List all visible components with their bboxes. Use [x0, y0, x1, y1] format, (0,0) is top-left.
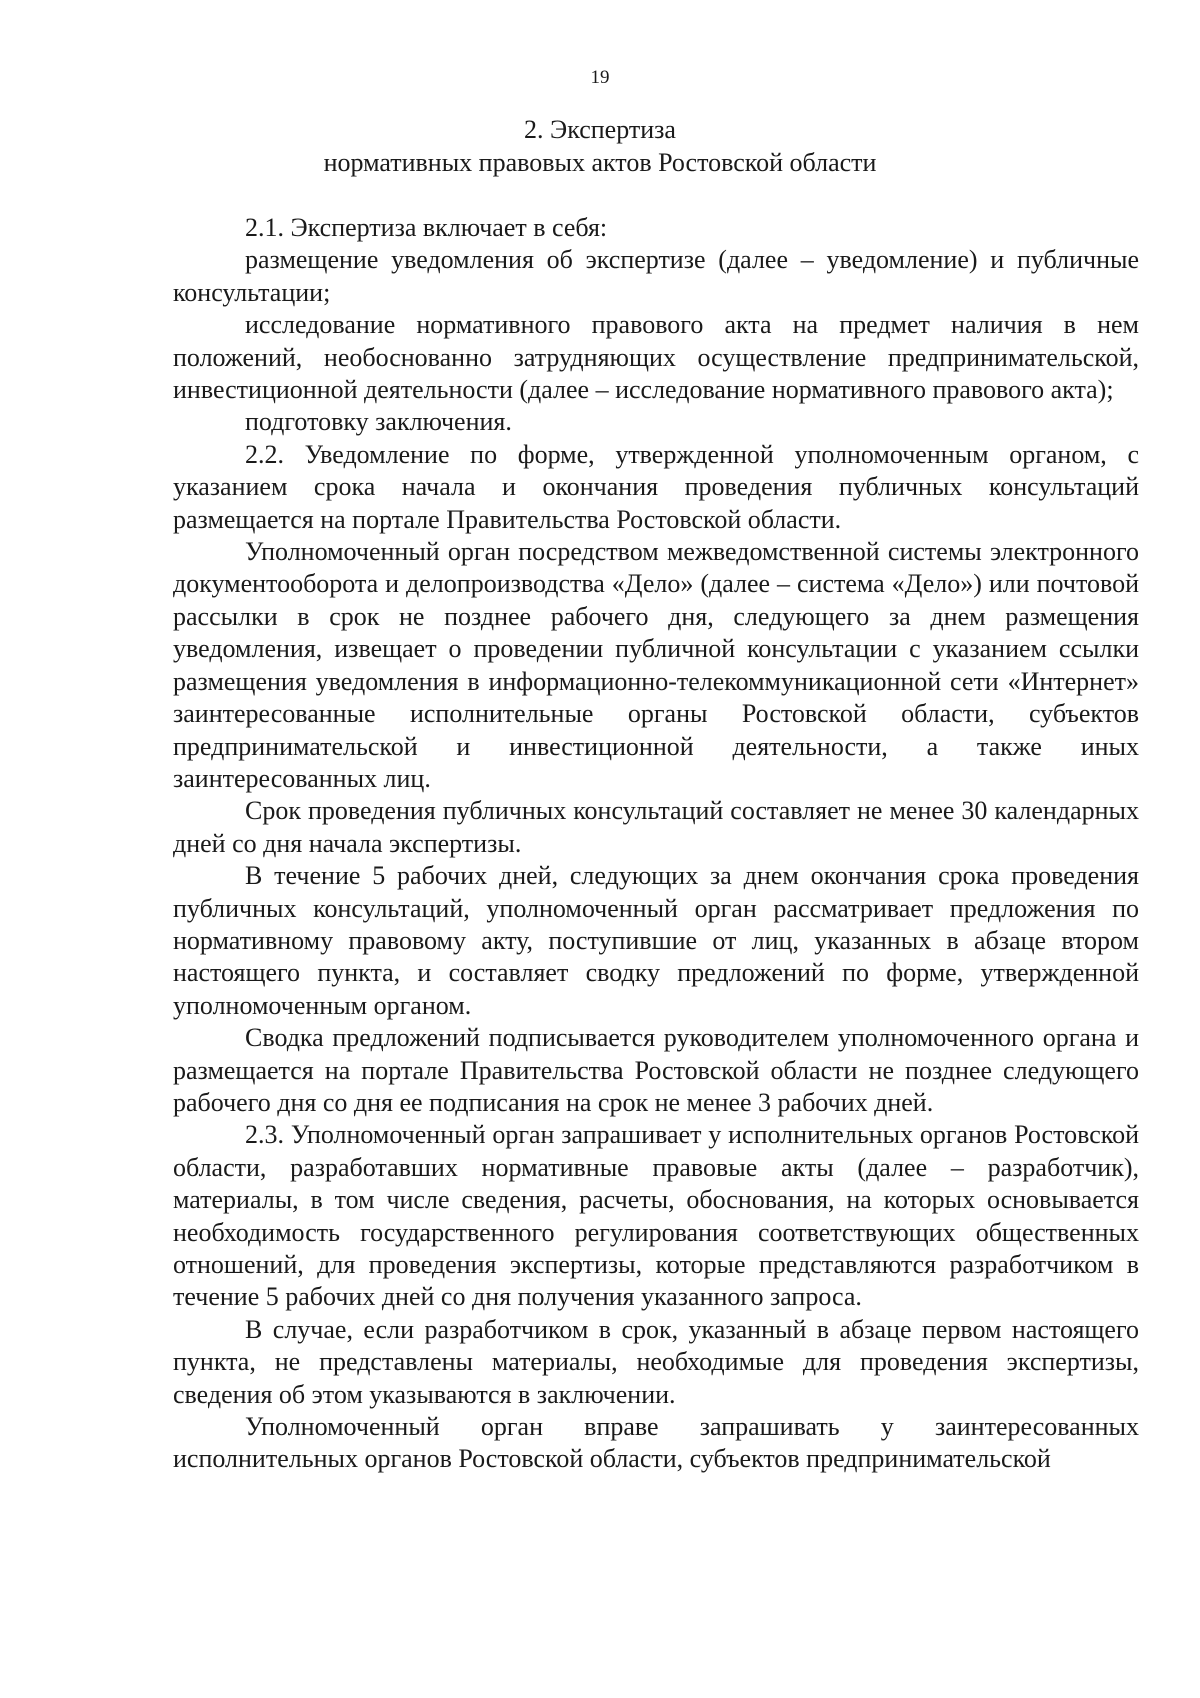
- paragraph-notice-placement: размещение уведомления об экспертизе (далее – уведомление) и публичные консультации;: [173, 245, 1139, 307]
- paragraph-authorized-body-request: Уполномоченный орган вправе запрашивать у заинтересованных исполнительных органов Ростовской области, субъектов предпринимательской: [173, 1412, 1139, 1474]
- paragraph-consultation-term: Срок проведения публичных консультаций составляет не менее 30 календарных дней со дня начала экспертизы.: [173, 796, 1139, 858]
- page-number: 19: [590, 67, 610, 88]
- paragraph-2-3: 2.3. Уполномоченный орган запрашивает у исполнительных органов Ростовской области, разработавших нормативные правовые акты (далее – разработчик), материалы, в том числе сведения, расчеты, обоснования, на которых основывается необходимость государственного регулирования соответствующих общественных отношений, для проведения экспертизы, которые представляются разработчиком в течение 5 рабочих дней со дня получения указанного запроса.: [173, 1120, 1139, 1312]
- paragraph-act-research: исследование нормативного правового акта на предмет наличия в нем положений, необоснованно затрудняющих осуществление предпринимательской, инвестиционной деятельности (далее – исследование нормативного правового акта);: [173, 310, 1139, 405]
- document-body: [173, 212, 1139, 1476]
- paragraph-2-2: 2.2. Уведомление по форме, утвержденной уполномоченным органом, с указанием срока начала и окончания проведения публичных консультаций размещается на портале Правительства Ростовской области.: [173, 439, 1139, 534]
- section-heading-title: нормативных правовых актов Ростовской области: [323, 148, 877, 177]
- paragraph-proposals-summary: Сводка предложений подписывается руководителем уполномоченного органа и размещается на портале Правительства Ростовской области не позднее следующего рабочего дня со дня ее подписания на срок не менее 3 рабочих дней.: [173, 1023, 1139, 1117]
- section-heading: [0, 113, 1200, 179]
- section-heading-number: 2. Экспертиза: [524, 115, 676, 144]
- paragraph-2-1: 2.1. Экспертиза включает в себя:: [245, 213, 608, 242]
- paragraph-conclusion-preparation: подготовку заключения.: [245, 407, 512, 437]
- paragraph-authorized-body-notice: Уполномоченный орган посредством межведомственной системы электронного документооборота и делопроизводства «Дело» (далее – система «Дело») или почтовой рассылки в срок не позднее рабочего дня, следующего за днем размещения уведомления, извещает о проведении публичной консультации с указанием ссылки размещения уведомления в информационно-телекоммуникационной сети «Интернет» заинтересованные исполнительные органы Ростовской области, субъектов предпринимательской и инвестиционной деятельности, а также иных заинтересованных лиц.: [173, 537, 1139, 793]
- paragraph-missing-materials: В случае, если разработчиком в срок, указанный в абзаце первом настоящего пункта, не представлены материалы, необходимые для проведения экспертизы, сведения об этом указываются в заключении.: [173, 1314, 1139, 1409]
- paragraph-proposals-review: В течение 5 рабочих дней, следующих за днем окончания срока проведения публичных консультаций, уполномоченный орган рассматривает предложения по нормативному правовому акту, поступившие от лиц, указанных в абзаце втором настоящего пункта, и составляет сводку предложений по форме, утвержденной уполномоченным органом.: [173, 861, 1139, 1020]
